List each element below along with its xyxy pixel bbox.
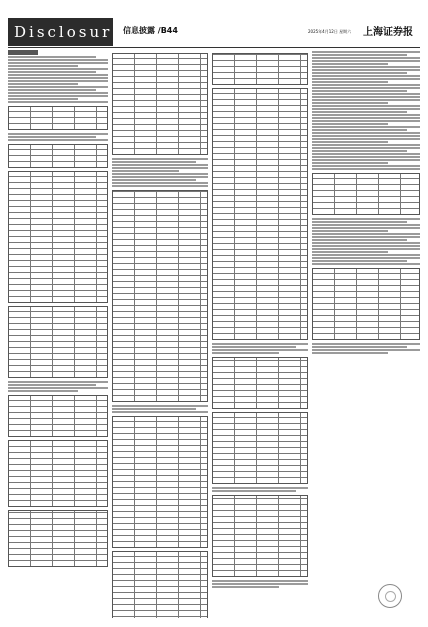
column-4: [312, 50, 420, 618]
column-2: [112, 50, 208, 618]
newspaper-name: 上海证券报: [363, 27, 413, 38]
data-table: [112, 190, 208, 402]
data-table: [312, 173, 420, 215]
section-title: 信息披露 /B44: [123, 26, 178, 35]
data-table: [8, 440, 108, 507]
data-table: [8, 306, 108, 378]
disclosure-brand: Disclosure: [8, 18, 113, 46]
data-table: [8, 144, 108, 168]
masthead-rule: [8, 47, 420, 48]
data-table: [112, 551, 208, 618]
data-table: [112, 416, 208, 548]
issue-date: 2025年4月12日 星期六: [308, 29, 352, 34]
data-table: [212, 495, 308, 577]
data-table: [8, 510, 108, 567]
column-1: [8, 50, 108, 618]
data-table: [8, 395, 108, 437]
data-table: [212, 53, 308, 85]
column-3: [212, 50, 308, 618]
data-table: [212, 357, 308, 409]
data-table: [312, 268, 420, 340]
data-table: [112, 53, 208, 155]
company-seal-icon: [378, 584, 402, 608]
data-table: [212, 88, 308, 340]
text-block: [8, 50, 38, 55]
data-table: [212, 412, 308, 484]
data-table: [8, 106, 108, 130]
data-table: [8, 171, 108, 303]
masthead: [8, 18, 420, 46]
